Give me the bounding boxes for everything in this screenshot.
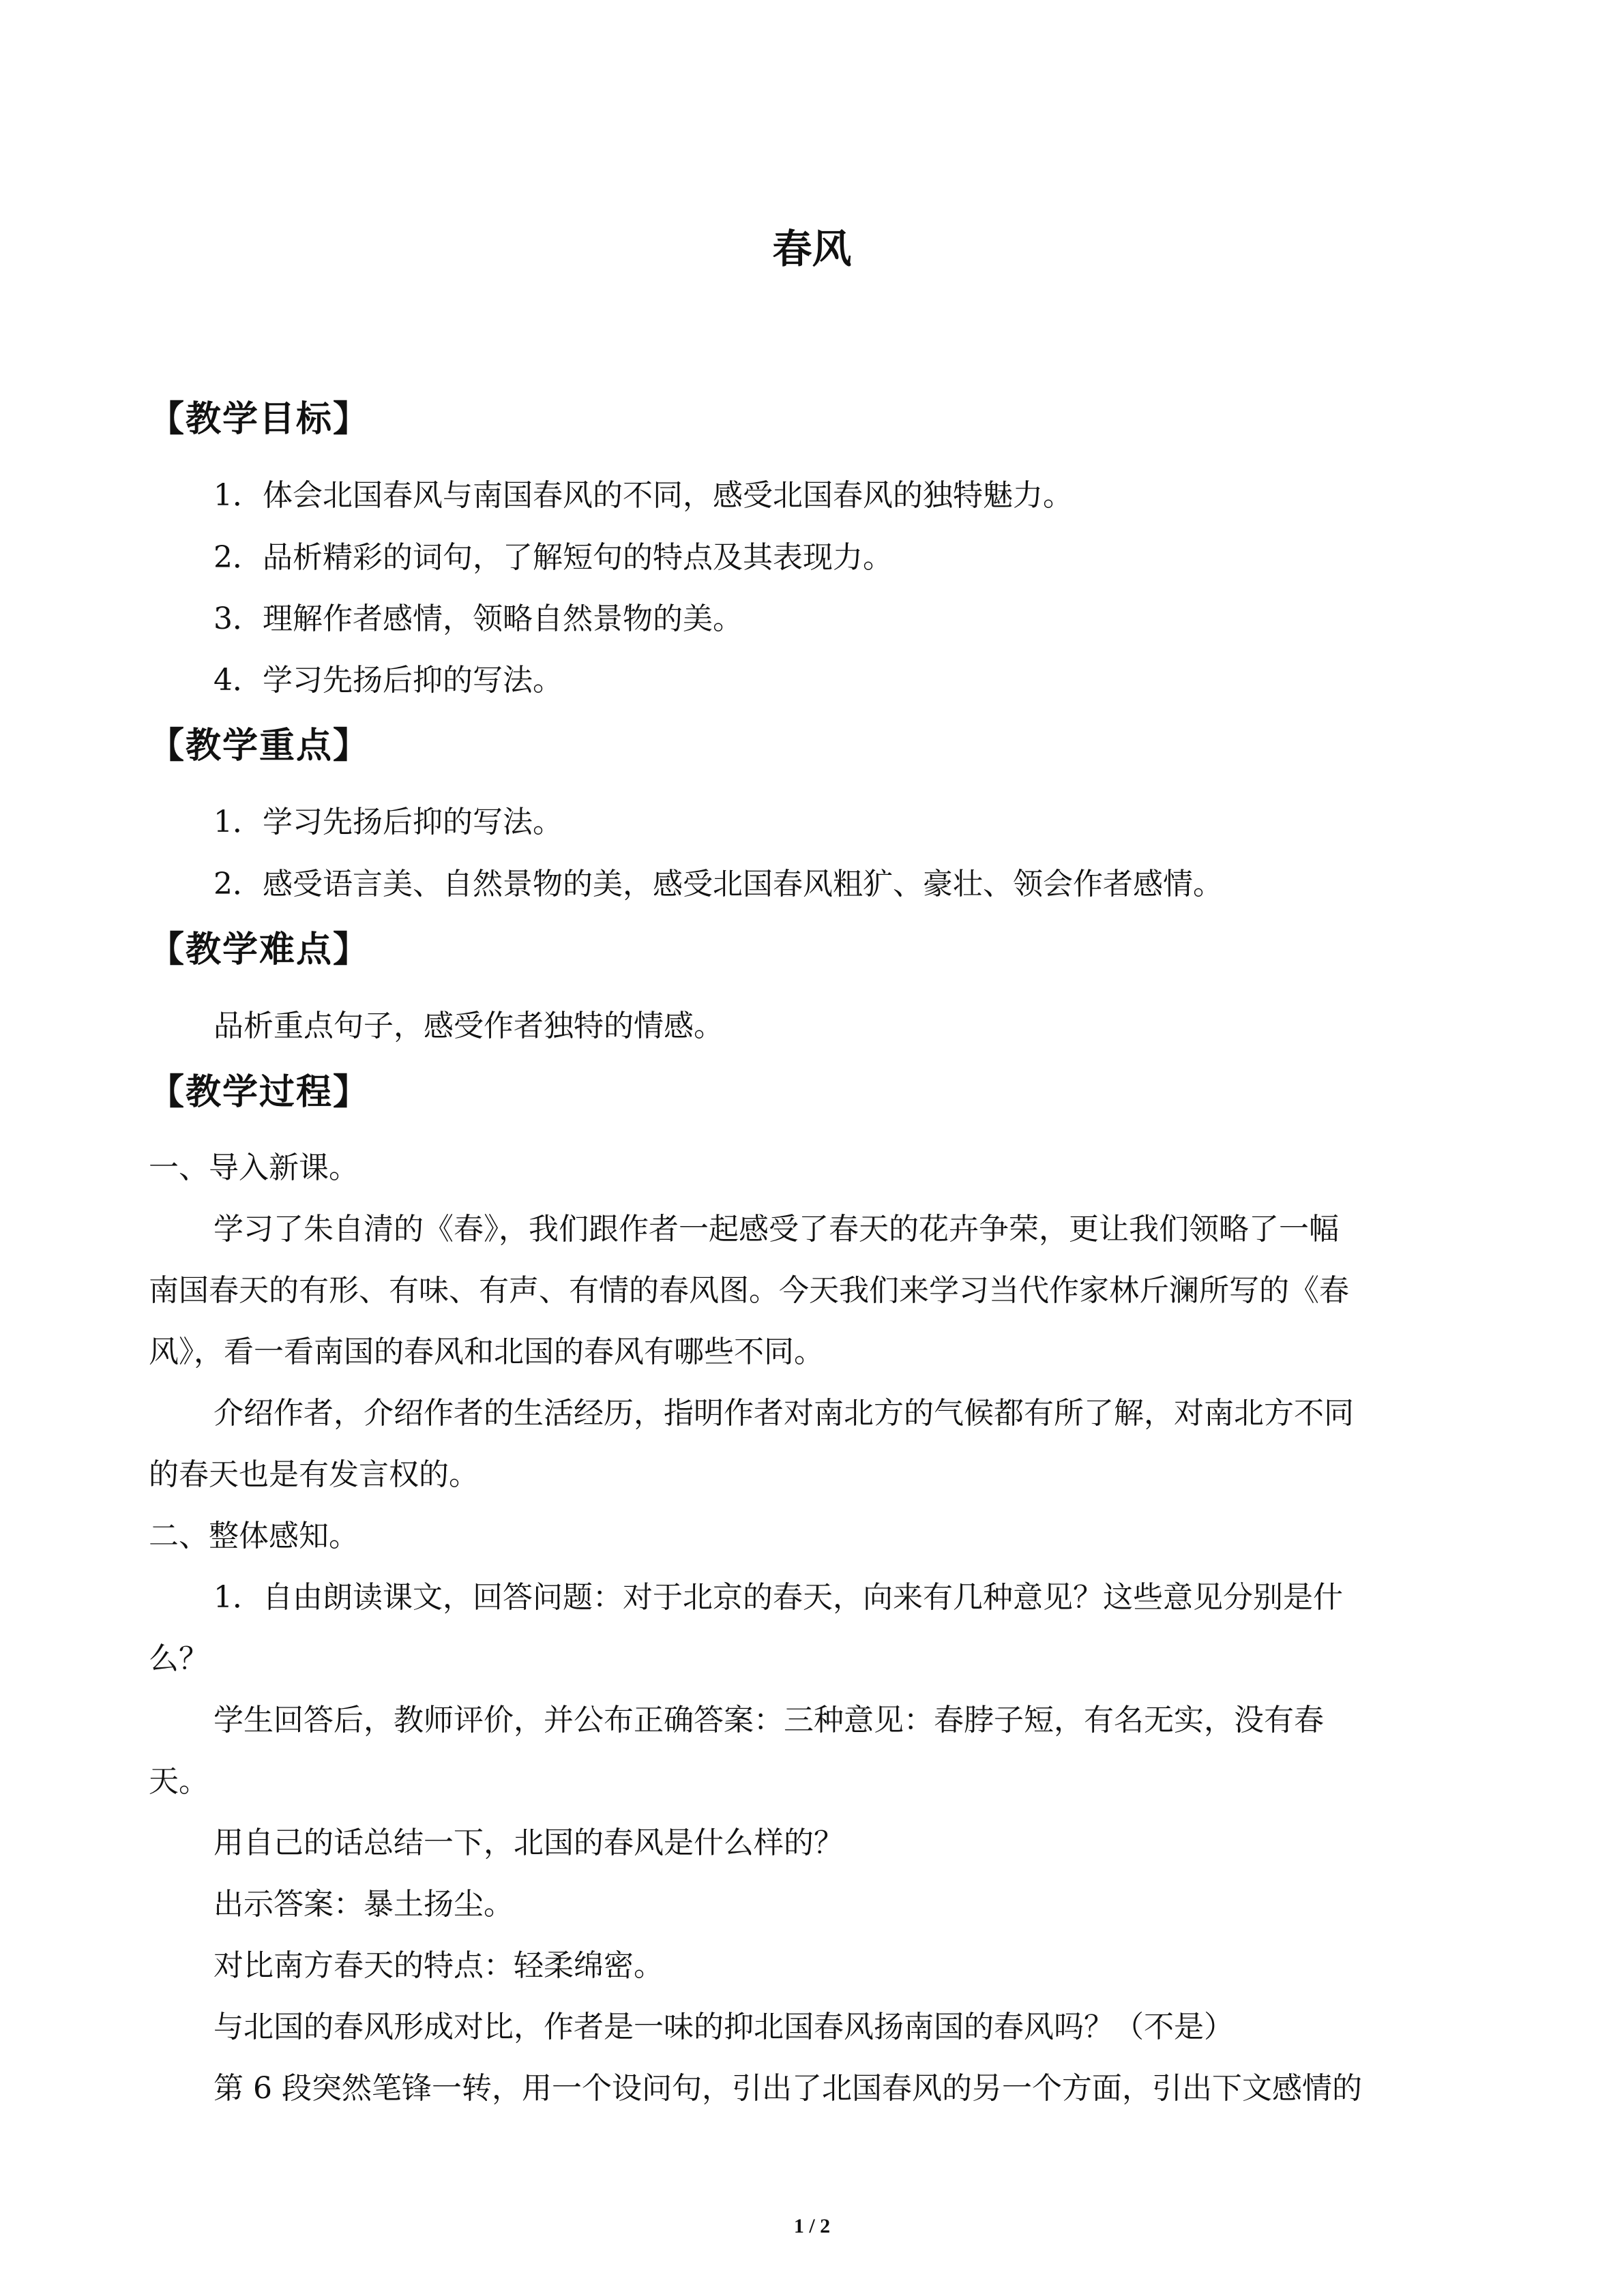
process-line: 介绍作者，介绍作者的生活经历，指明作者对南北方的气候都有所了解，对南北方不同: [213, 1396, 1354, 1431]
process-line: 么？: [149, 1641, 209, 1676]
heading-key-points: 【教学重点】: [149, 726, 370, 766]
process-line: 南国春天的有形、有味、有声、有情的春风图。今天我们来学习当代作家林斤澜所写的《春: [149, 1273, 1349, 1308]
process-line: 学习了朱自清的《春》，我们跟作者一起感受了春天的花卉争荣，更让我们领略了一幅: [213, 1212, 1339, 1247]
process-line: 的春天也是有发言权的。: [149, 1457, 479, 1492]
heading-process: 【教学过程】: [149, 1072, 370, 1113]
objective-item: 4．学习先扬后抑的写法。: [213, 663, 563, 698]
objective-item: 2．品析精彩的词句，了解短句的特点及其表现力。: [213, 540, 893, 575]
key-point-item: 2．感受语言美、自然景物的美，感受北国春风粗犷、豪壮、领会作者感情。: [213, 867, 1223, 901]
page-number: 1 / 2: [793, 2215, 831, 2237]
heading-objectives: 【教学目标】: [149, 399, 370, 440]
objective-item: 3．理解作者感情，领略自然景物的美。: [213, 601, 743, 636]
process-line: 天。: [149, 1764, 209, 1799]
process-line: 二、整体感知。: [149, 1519, 359, 1553]
document-title: 春风: [772, 226, 852, 272]
process-line: 出示答案：暴土扬尘。: [213, 1887, 514, 1922]
difficulty-item: 品析重点句子，感受作者独特的情感。: [213, 1009, 724, 1043]
process-line: 学生回答后，教师评价，并公布正确答案：三种意见：春脖子短，有名无实，没有春: [213, 1703, 1324, 1738]
heading-difficulties: 【教学难点】: [149, 929, 370, 970]
process-line: 风》，看一看南国的春风和北国的春风有哪些不同。: [149, 1335, 824, 1369]
process-line: 用自己的话总结一下，北国的春风是什么样的？: [213, 1825, 844, 1860]
process-line: 与北国的春风形成对比，作者是一味的抑北国春风扬南国的春风吗？（不是）: [213, 2010, 1234, 2044]
process-line: 一、导入新课。: [149, 1150, 359, 1185]
key-point-item: 1．学习先扬后抑的写法。: [213, 805, 563, 839]
process-line: 第 6 段突然笔锋一转，用一个设问句，引出了北国春风的另一个方面，引出下文感情的: [213, 2071, 1362, 2106]
process-line: 1．自由朗读课文，回答问题：对于北京的春天，向来有几种意见？这些意见分别是什: [213, 1580, 1343, 1615]
process-line: 对比南方春天的特点：轻柔绵密。: [213, 1948, 664, 1983]
objective-item: 1．体会北国春风与南国春风的不同，感受北国春风的独特魅力。: [213, 478, 1073, 513]
